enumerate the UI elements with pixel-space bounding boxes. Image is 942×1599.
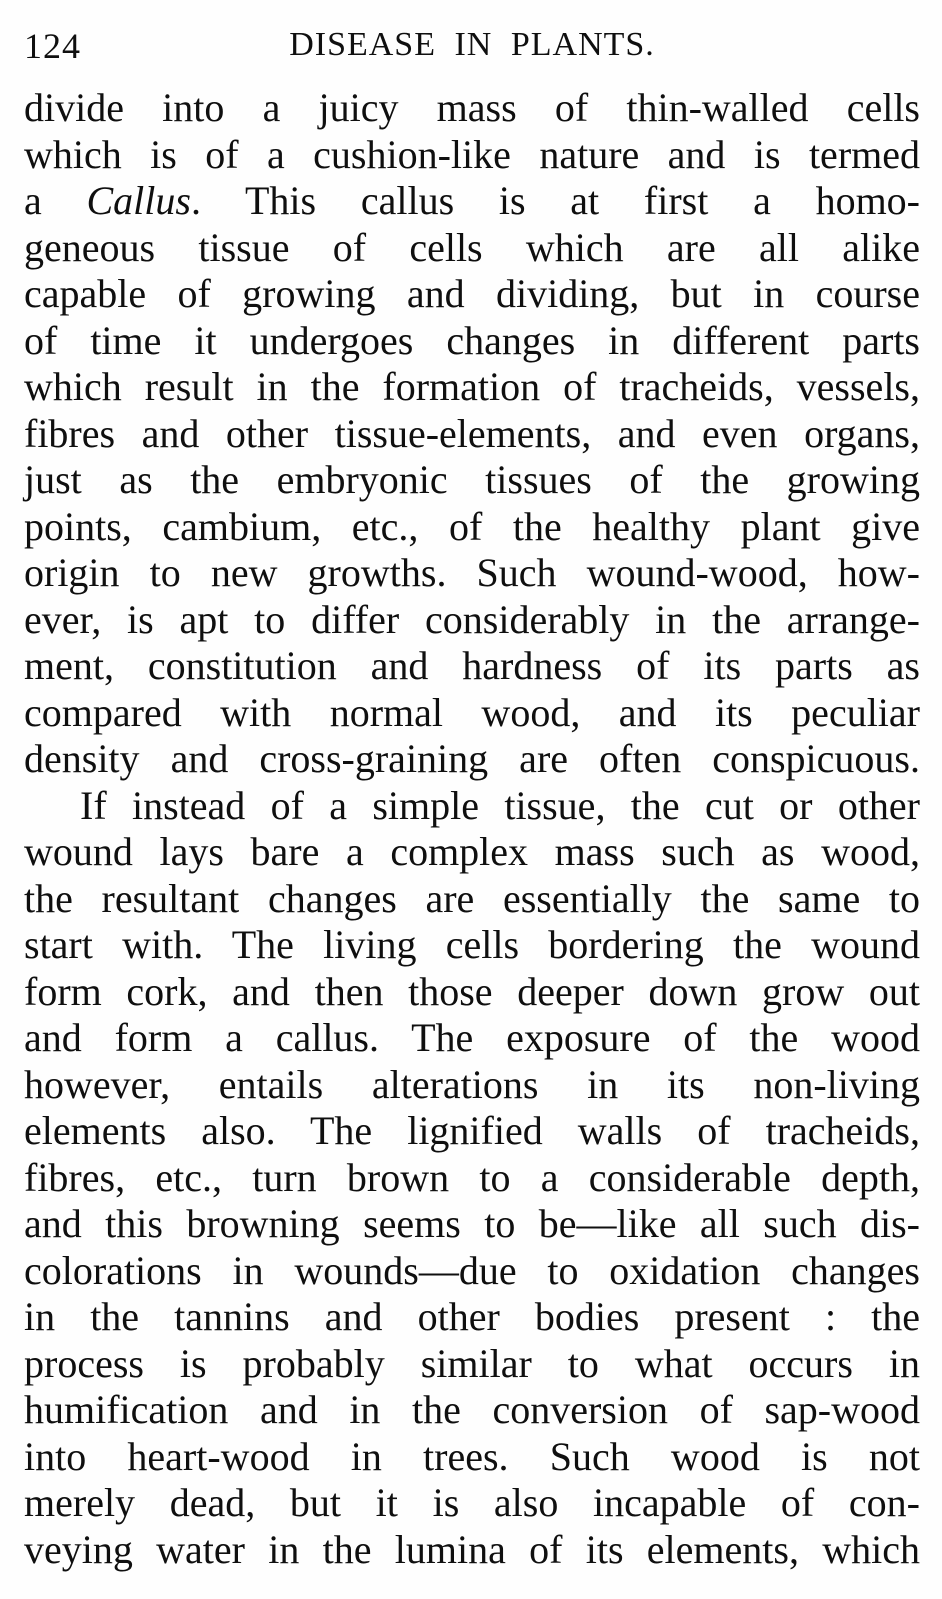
- text-run: If instead of a simple tissue, the cut or other: [80, 782, 920, 828]
- text-line: [24, 1341, 920, 1388]
- text-line: [24, 1480, 920, 1527]
- text-run: wound lays bare a complex mass such as wood,: [24, 829, 920, 874]
- text-line: [24, 318, 920, 365]
- running-title: DISEASE IN PLANTS.: [289, 26, 655, 63]
- text-line: [24, 550, 920, 597]
- text-run: and form a callus. The exposure of the wood: [24, 1015, 920, 1060]
- text-run: which is of a cushion-like nature and is termed: [24, 131, 920, 177]
- text-line: [24, 597, 920, 644]
- text-run: veying water in the lumina of its elements, which: [24, 1526, 920, 1572]
- page-number: 124: [24, 26, 81, 66]
- text-run: the resultant changes are essentially the same to: [24, 875, 920, 921]
- text-run: fibres, etc., turn brown to a considerable depth,: [24, 1154, 920, 1200]
- text-line: [24, 783, 920, 830]
- text-line: [24, 85, 920, 132]
- text-line: [24, 504, 920, 551]
- text-run: a: [24, 178, 87, 223]
- text-run: however, entails alterations in its non-living: [24, 1061, 920, 1107]
- text-run: process is probably similar to what occurs in: [24, 1340, 920, 1386]
- text-line: [24, 1155, 920, 1202]
- text-line: [24, 690, 920, 737]
- text-line: [24, 132, 920, 179]
- text-run: which result in the formation of tracheids, vessels,: [24, 364, 920, 409]
- page-header: [24, 22, 920, 66]
- text-run: compared with normal wood, and its peculiar: [24, 689, 920, 735]
- text-run: density and cross-graining are often conspicuous.: [24, 736, 920, 781]
- paragraph: [24, 783, 920, 1574]
- text-run: ever, is apt to differ considerably in the arrange-: [24, 596, 920, 642]
- text-run: merely dead, but it is also incapable of con-: [24, 1480, 920, 1525]
- text-run: just as the embryonic tissues of the growing: [24, 457, 920, 502]
- text-run: . This callus is at first a homo-: [190, 178, 920, 223]
- text-run: in the tannins and other bodies present : the: [24, 1294, 920, 1339]
- text-line: [24, 178, 920, 225]
- paragraph: [24, 85, 920, 783]
- text-line: [24, 643, 920, 690]
- text-line: [24, 1434, 920, 1481]
- text-run: colorations in wounds—due to oxidation changes: [24, 1247, 920, 1293]
- text-line: [24, 1248, 920, 1295]
- text-run: humification and in the conversion of sap-wood: [24, 1387, 920, 1432]
- text-line: [24, 829, 920, 876]
- text-line: [24, 969, 920, 1016]
- text-line: [24, 225, 920, 272]
- text-run: fibres and other tissue-elements, and even organs,: [24, 410, 920, 456]
- text-line: [24, 271, 920, 318]
- text-line: [24, 1294, 920, 1341]
- text-run: points, cambium, etc., of the healthy plant give: [24, 503, 920, 549]
- text-run: origin to new growths. Such wound-wood, how-: [24, 550, 920, 595]
- text-line: [24, 1201, 920, 1248]
- text-run: form cork, and then those deeper down grow out: [24, 968, 920, 1014]
- text-line: [24, 364, 920, 411]
- text-run: divide into a juicy mass of thin-walled cells: [24, 85, 920, 130]
- text-line: [24, 922, 920, 969]
- text-line: [24, 411, 920, 458]
- text-run: capable of growing and dividing, but in course: [24, 271, 920, 316]
- text-run: into heart-wood in trees. Such wood is not: [24, 1433, 920, 1479]
- text-line: [24, 1108, 920, 1155]
- text-run: elements also. The lignified walls of tracheids,: [24, 1108, 920, 1153]
- text-run: start with. The living cells bordering the wound: [24, 922, 920, 967]
- italic-term: Callus: [86, 178, 191, 223]
- text-line: [24, 736, 920, 783]
- text-run: geneous tissue of cells which are all alike: [24, 224, 920, 270]
- text-line: [24, 876, 920, 923]
- text-line: [24, 457, 920, 504]
- text-line: [24, 1387, 920, 1434]
- text-line: [24, 1015, 920, 1062]
- body-text: [24, 85, 920, 1573]
- text-run: and this browning seems to be—like all such dis-: [24, 1201, 920, 1246]
- text-line: [24, 1062, 920, 1109]
- text-line: [24, 1527, 920, 1574]
- text-run: of time it undergoes changes in different parts: [24, 317, 920, 363]
- text-run: ment, constitution and hardness of its parts as: [24, 643, 920, 688]
